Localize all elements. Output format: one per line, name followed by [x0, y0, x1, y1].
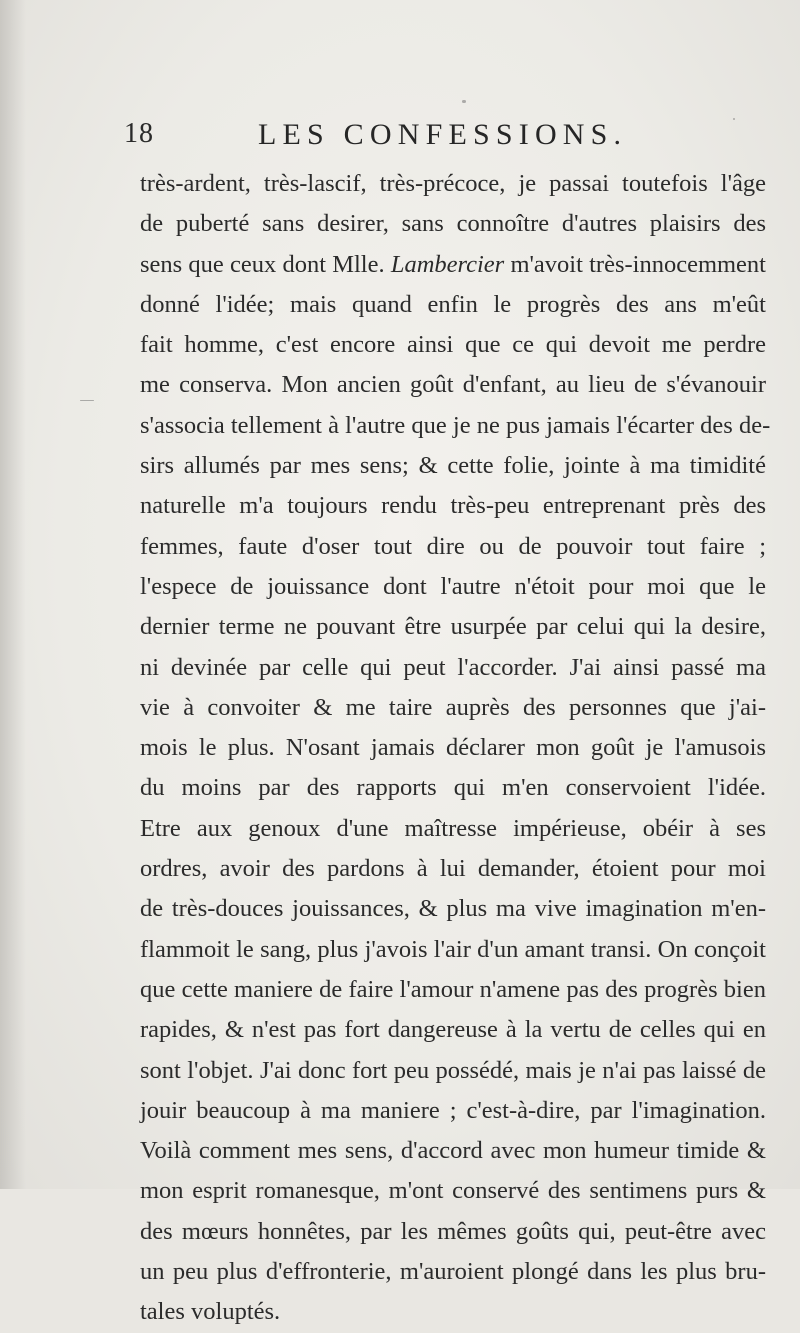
text-line-14: vie à convoiter & me taire auprès des personnes que j'ai- [140, 693, 766, 721]
text-line-7: s'associa tellement à l'autre que je ne pus jamais l'écarter des de- [140, 411, 771, 439]
running-title: LES CONFESSIONS. [258, 118, 628, 151]
running-head [0, 118, 800, 158]
text-line-10: femmes, faute d'oser tout dire ou de pouvoir tout faire ; [140, 532, 766, 560]
text-line-21: que cette maniere de faire l'amour n'amene pas des progrès bien [140, 975, 766, 1003]
text-line-13: ni devinée par celle qui peut l'accorder. J'ai ainsi passé ma [140, 653, 766, 681]
body-text [140, 164, 771, 1333]
text-line-5: fait homme, c'est encore ainsi que ce qui devoit me perdre [140, 331, 766, 359]
paper-speck [80, 400, 94, 401]
text-line-3: sens que ceux dont Mlle. Lambercier m'avoit très-innocemment [140, 250, 766, 278]
paper-speck [733, 118, 735, 120]
text-line-27: des mœurs honnêtes, par les mêmes goûts qui, peut-être avec [140, 1217, 766, 1245]
paper-speck [462, 100, 466, 103]
text-line-26: mon esprit romanesque, m'ont conservé des sentimens purs & [140, 1177, 766, 1205]
text-line-20: flammoit le sang, plus j'avois l'air d'un amant transi. On conçoit [140, 935, 766, 963]
text-line-8: sirs allumés par mes sens; & cette folie, jointe à ma timidité [140, 452, 766, 480]
text-line-4: donné l'idée; mais quand enfin le progrès des ans m'eût [140, 290, 766, 318]
text-line-16: du moins par des rapports qui m'en conservoient l'idée. [140, 774, 766, 802]
text-line-2: de puberté sans desirer, sans connoître d'autres plaisirs des [140, 210, 766, 238]
text-line-15: mois le plus. N'osant jamais déclarer mon goût je l'amusois [140, 734, 766, 762]
text-line-18: ordres, avoir des pardons à lui demander, étoient pour moi [140, 855, 766, 883]
text-line-19: de très-douces jouissances, & plus ma vive imagination m'en- [140, 895, 766, 923]
page-number: 18 [124, 118, 154, 149]
text-line-9: naturelle m'a toujours rendu très-peu entreprenant près des [140, 492, 766, 520]
text-line-6: me conserva. Mon ancien goût d'enfant, au lieu de s'évanouir [140, 371, 766, 399]
italic-name: Lambercier [390, 250, 505, 278]
text-line-24: jouir beaucoup à ma maniere ; c'est-à-dire, par l'imagination. [140, 1096, 766, 1124]
text-line-17: Etre aux genoux d'une maîtresse impérieuse, obéir à ses [140, 814, 766, 842]
gutter-shadow [0, 0, 26, 1189]
text-line-28: un peu plus d'effronterie, m'auroient plongé dans les plus bru- [140, 1258, 766, 1286]
text-line-1: très-ardent, très-lascif, très-précoce, je passai toutefois l'âge [140, 170, 766, 197]
text-line-11: l'espece de jouissance dont l'autre n'étoit pour moi que le [140, 572, 766, 600]
text-line-25: Voilà comment mes sens, d'accord avec mon humeur timide & [140, 1137, 766, 1165]
text-line-22: rapides, & n'est pas fort dangereuse à la vertu de celles qui en [140, 1016, 766, 1044]
text-line-29: tales voluptés. [140, 1298, 281, 1326]
text-line-12: dernier terme ne pouvant être usurpée par celui qui la desire, [140, 613, 766, 641]
text-line-23: sont l'objet. J'ai donc fort peu possédé, mais je n'ai pas laissé de [140, 1056, 766, 1084]
